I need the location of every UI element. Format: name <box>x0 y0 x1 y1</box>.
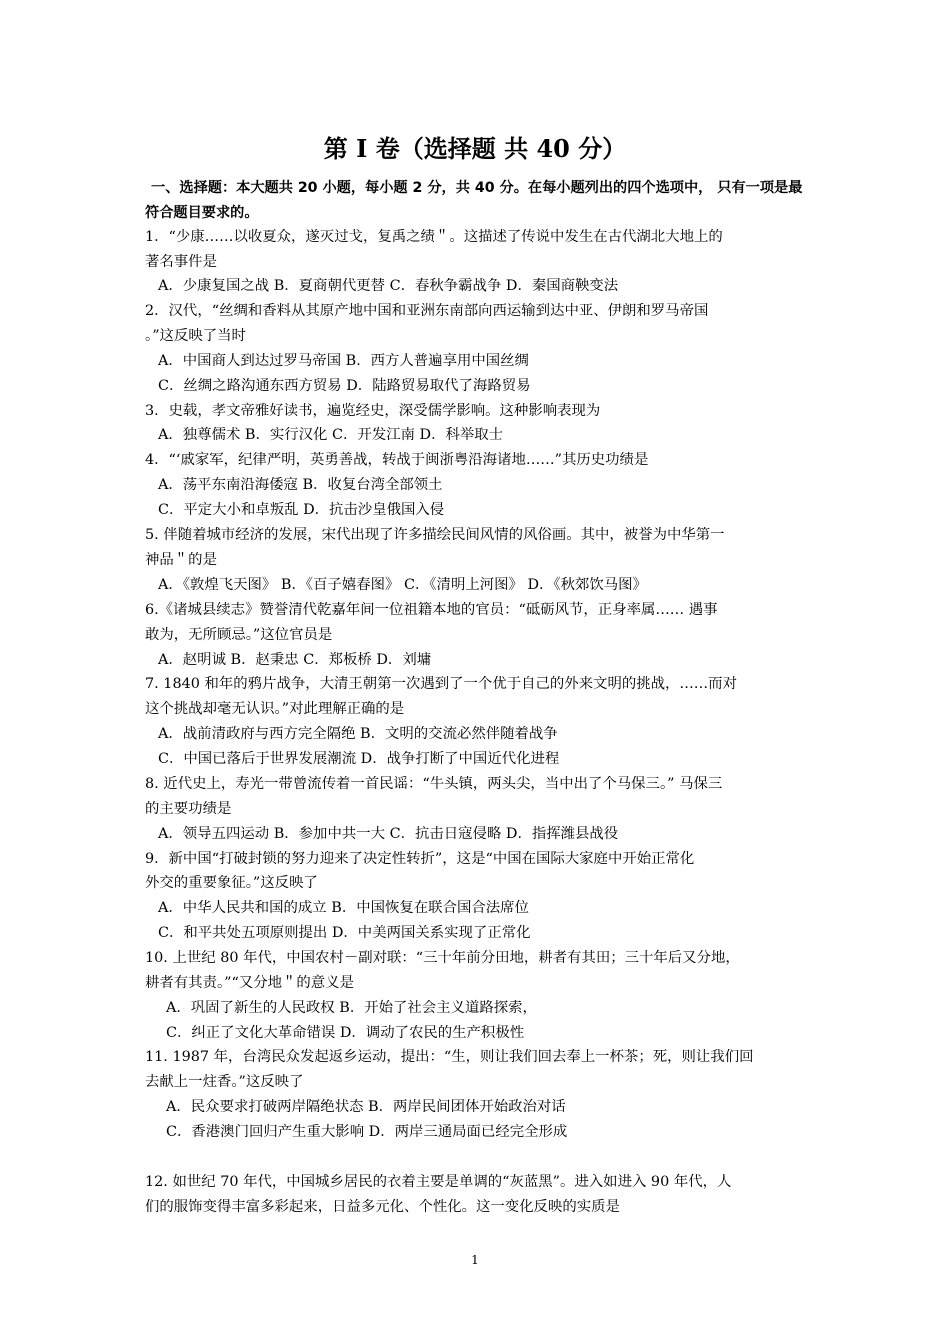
question-11-options-row-1: A．民众要求打破两岸隔绝状态 B．两岸民间团体开始政治对话 <box>166 1099 566 1115</box>
question-7-options-row-1: A．战前清政府与西方完全隔绝 B．文明的交流必然伴随着战争 <box>158 726 558 742</box>
question-5-stem-line-2: 神品＂的是 <box>145 552 217 568</box>
section-header: 一、选择题：本大题共 20 小题，每小题 2 分，共 40 分。在每小题列出的四个选项中， 只有一项是最符合题目要求的。 <box>145 180 803 221</box>
question-2-options-row-2: C．丝绸之路沟通东西方贸易 D．陆路贸易取代了海路贸易 <box>158 378 531 394</box>
question-11-options-row-2: C．香港澳门回归产生重大影响 D．两岸三通局面已经完全形成 <box>166 1124 568 1140</box>
question-4-stem: 4．“‘戚家军，纪律严明，英勇善战，转战于闽浙粤沿海诸地……”其历史功绩是 <box>145 452 649 468</box>
question-2-options-row-1: A．中国商人到达过罗马帝国 B．西方人普遍享用中国丝绸 <box>158 353 529 369</box>
page-title: 第 I 卷（选择题 共 40 分） <box>323 134 627 163</box>
question-8-stem-line-1: 8. 近代史上，寿光一带曾流传着一首民谣：“牛头镇，两头尖，当中出了个马保三。” 马保三 <box>145 776 723 792</box>
question-9-options-row-1: A．中华人民共和国的成立 B．中国恢复在联合国合法席位 <box>158 900 529 916</box>
question-7-options-row-2: C．中国已落后于世界发展潮流 D．战争打断了中国近代化进程 <box>158 751 560 767</box>
question-5-options: A．《敦煌飞天图》 B．《百子嬉春图》 C．《清明上河图》 D．《秋郊饮马图》 <box>158 577 647 593</box>
question-3-options: A．独尊儒术 B．实行汉化 C．开发江南 D．科举取士 <box>158 427 504 443</box>
question-10-stem-line-1: 10. 上世纪 80 年代，中国农村－副对联：“三十年前分田地，耕者有其田；三十年后又分地， <box>145 950 740 966</box>
question-4-options-row-2: C．平定大小和卓叛乱 D．抗击沙皇俄国入侵 <box>158 502 445 518</box>
page-number: 1 <box>471 1253 479 1267</box>
question-9-stem-line-2: 外交的重要象征。”这反映了 <box>145 875 318 891</box>
question-10-options-row-1: A．巩固了新生的人民政权 B．开始了社会主义道路探索， <box>166 1000 537 1016</box>
question-6-options: A．赵明诚 B．赵秉忠 C．郑板桥 D．刘墉 <box>158 652 432 668</box>
question-9-stem-line-1: 9．新中国“打破封锁的努力迎来了决定性转折”，这是“中国在国际大家庭中开始正常化 <box>145 851 695 867</box>
question-2-stem-line-1: 2．汉代，“丝绸和香料从其原产地中国和亚洲东南部向西运输到达中亚、伊朗和罗马帝国 <box>145 303 709 319</box>
question-5-stem-line-1: 5. 伴随着城市经济的发展，宋代出现了许多描绘民间风情的风俗画。其中，被誉为中华第一 <box>145 527 725 543</box>
question-1-options: A．少康复国之战 B．夏商朝代更替 C．春秋争霸战争 D．秦国商鞅变法 <box>158 278 619 294</box>
question-6-stem-line-2: 敢为，无所顾忌。”这位官员是 <box>145 627 333 643</box>
question-4-options-row-1: A．荡平东南沿海倭寇 B．收复台湾全部领土 <box>158 477 443 493</box>
question-3-stem: 3．史载，孝文帝雅好读书，遍览经史，深受儒学影响。这种影响表现为 <box>145 403 601 419</box>
question-6-stem-line-1: 6.《诸城县续志》赞誉清代乾嘉年间一位祖籍本地的官员：“砥砺风节，正身率属…… 遇事 <box>145 602 718 618</box>
question-10-stem-line-2: 耕者有其责。”“又分地＂的意义是 <box>145 975 354 991</box>
question-12-stem-line-2: 们的服饰变得丰富多彩起来，日益多元化、个性化。这一变化反映的实质是 <box>145 1199 620 1215</box>
question-12-stem-line-1: 12. 如世纪 70 年代，中国城乡居民的衣着主要是单调的“灰蓝黑”。进入如进入 90 年代，人 <box>145 1174 732 1190</box>
question-9-options-row-2: C．和平共处五项原则提出 D．中美两国关系实现了正常化 <box>158 925 531 941</box>
question-11-stem-line-2: 去献上一炷香。”这反映了 <box>145 1074 304 1090</box>
question-8-stem-line-2: 的主要功绩是 <box>145 801 232 817</box>
question-11-stem-line-1: 11. 1987 年，台湾民众发起返乡运动，提出：“生，则让我们回去奉上一杯茶；死，则让我们回 <box>145 1049 754 1065</box>
question-7-stem-line-1: 7. 1840 和年的鸦片战争，大清王朝第一次遇到了一个优于自己的外来文明的挑战，……而对 <box>145 676 737 692</box>
question-8-options: A．领导五四运动 B．参加中共一大 C．抗击日寇侵略 D．指挥潍县战役 <box>158 826 619 842</box>
question-2-stem-line-2: 。”这反映了当时 <box>145 328 246 344</box>
question-1-stem-line-1: 1．“少康……以收夏众，遂灭过戈，复禹之绩＂。这描述了传说中发生在古代湖北大地上的 <box>145 229 723 245</box>
question-10-options-row-2: C．纠正了文化大革命错误 D．调动了农民的生产积极性 <box>166 1025 525 1041</box>
question-7-stem-line-2: 这个挑战却毫无认识。”对此理解正确的是 <box>145 701 405 717</box>
question-1-stem-line-2: 著名事件是 <box>145 254 217 270</box>
